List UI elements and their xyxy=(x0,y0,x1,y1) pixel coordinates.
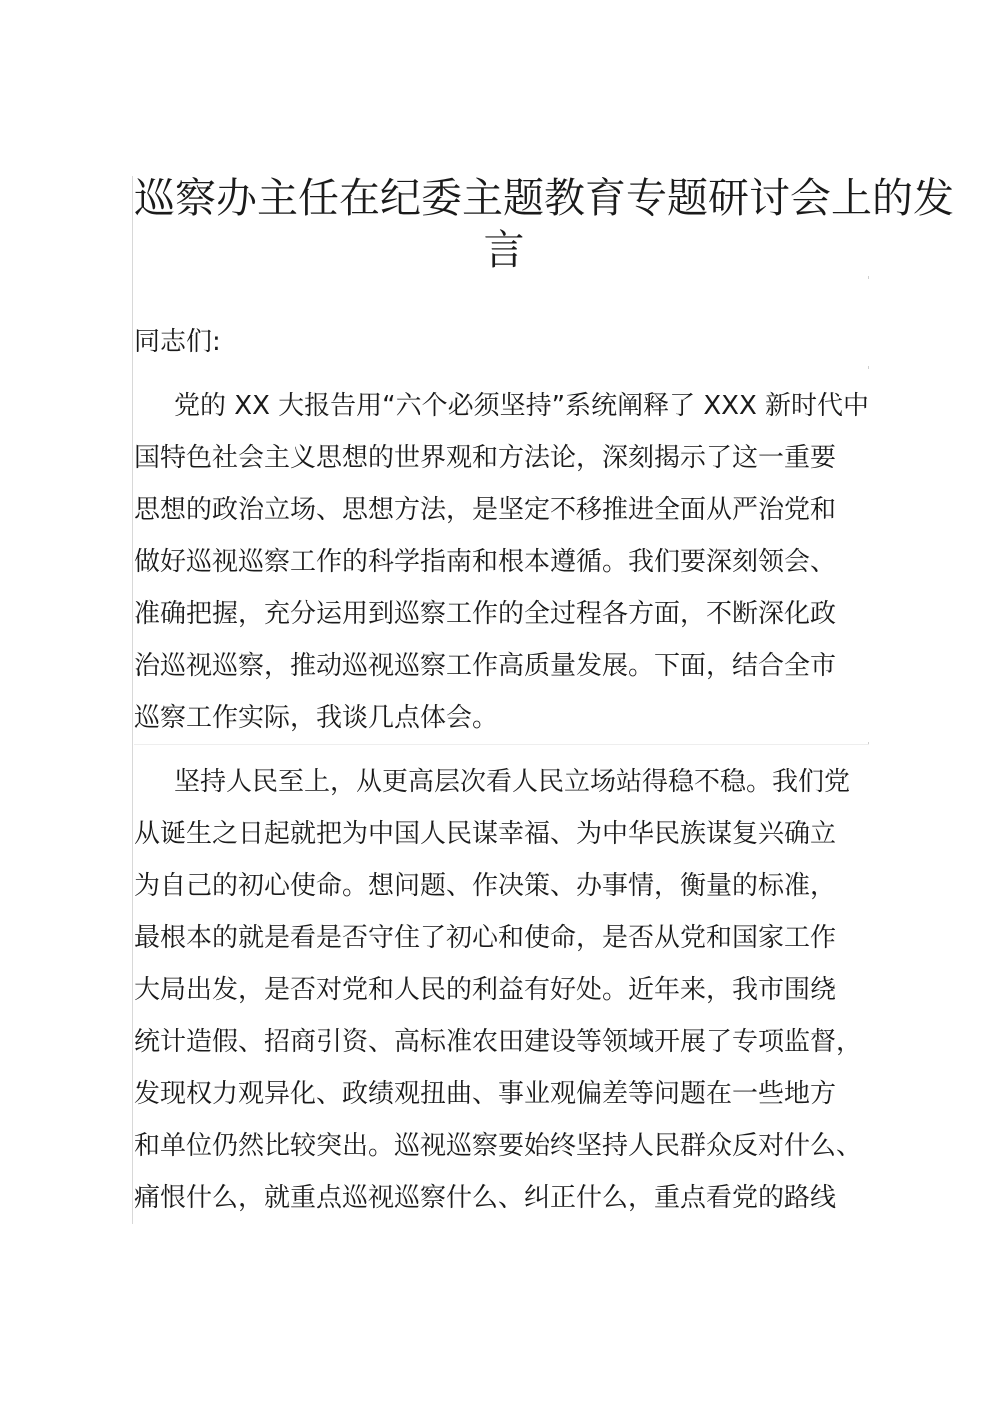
paragraph-line: 准确把握，充分运用到巡察工作的全过程各方面，不断深化政 xyxy=(134,599,837,629)
paragraph-line: 治巡视巡察，推动巡视巡察工作高质量发展。下面，结合全市 xyxy=(134,651,837,681)
paragraph-line: 最根本的就是看是否守住了初心和使命，是否从党和国家工作 xyxy=(134,923,837,953)
paragraph-line: 统计造假、招商引资、高标准农田建设等领域开展了专项监督， xyxy=(134,1027,863,1057)
paragraph-line: 从诞生之日起就把为中国人民谋幸福、为中华民族谋复兴确立 xyxy=(134,819,837,849)
paragraph-line: 党的 XX 大报告用“六个必须坚持”系统阐释了 XXX 新时代中 xyxy=(174,391,870,421)
salutation: 同志们: xyxy=(134,327,221,357)
paragraph-line: 为自己的初心使命。想问题、作决策、办事情，衡量的标准， xyxy=(134,871,837,901)
paragraph-line: 发现权力观异化、政绩观扭曲、事业观偏差等问题在一些地方 xyxy=(134,1079,837,1109)
paragraph-line: 巡察工作实际，我谈几点体会。 xyxy=(134,703,499,733)
paragraph-line: 思想的政治立场、思想方法，是坚定不移推进全面从严治党和 xyxy=(134,495,837,525)
paragraph-line: 痛恨什么，就重点巡视巡察什么、纠正什么，重点看党的路线 xyxy=(134,1183,837,1213)
document-title xyxy=(134,172,954,276)
title-line: 言 xyxy=(483,226,525,274)
right-margin-mark xyxy=(868,276,869,279)
paragraph-people-first xyxy=(134,756,879,1224)
right-margin-mark xyxy=(868,366,869,369)
paragraph-line: 国特色社会主义思想的世界观和方法论，深刻揭示了这一重要 xyxy=(134,443,837,473)
title-line: 巡察办主任在纪委主题教育专题研讨会上的发 xyxy=(134,174,954,222)
left-margin-line xyxy=(132,176,133,1224)
paragraph-line: 大局出发，是否对党和人民的利益有好处。近年来，我市围绕 xyxy=(134,975,837,1005)
paragraph-line: 做好巡视巡察工作的科学指南和根本遵循。我们要深刻领会、 xyxy=(134,547,837,577)
paragraph-divider xyxy=(134,744,869,745)
paragraph-line: 和单位仍然比较突出。巡视巡察要始终坚持人民群众反对什么、 xyxy=(134,1131,863,1161)
paragraph-intro xyxy=(134,380,879,744)
paragraph-line: 坚持人民至上，从更高层次看人民立场站得稳不稳。我们党 xyxy=(174,767,851,797)
